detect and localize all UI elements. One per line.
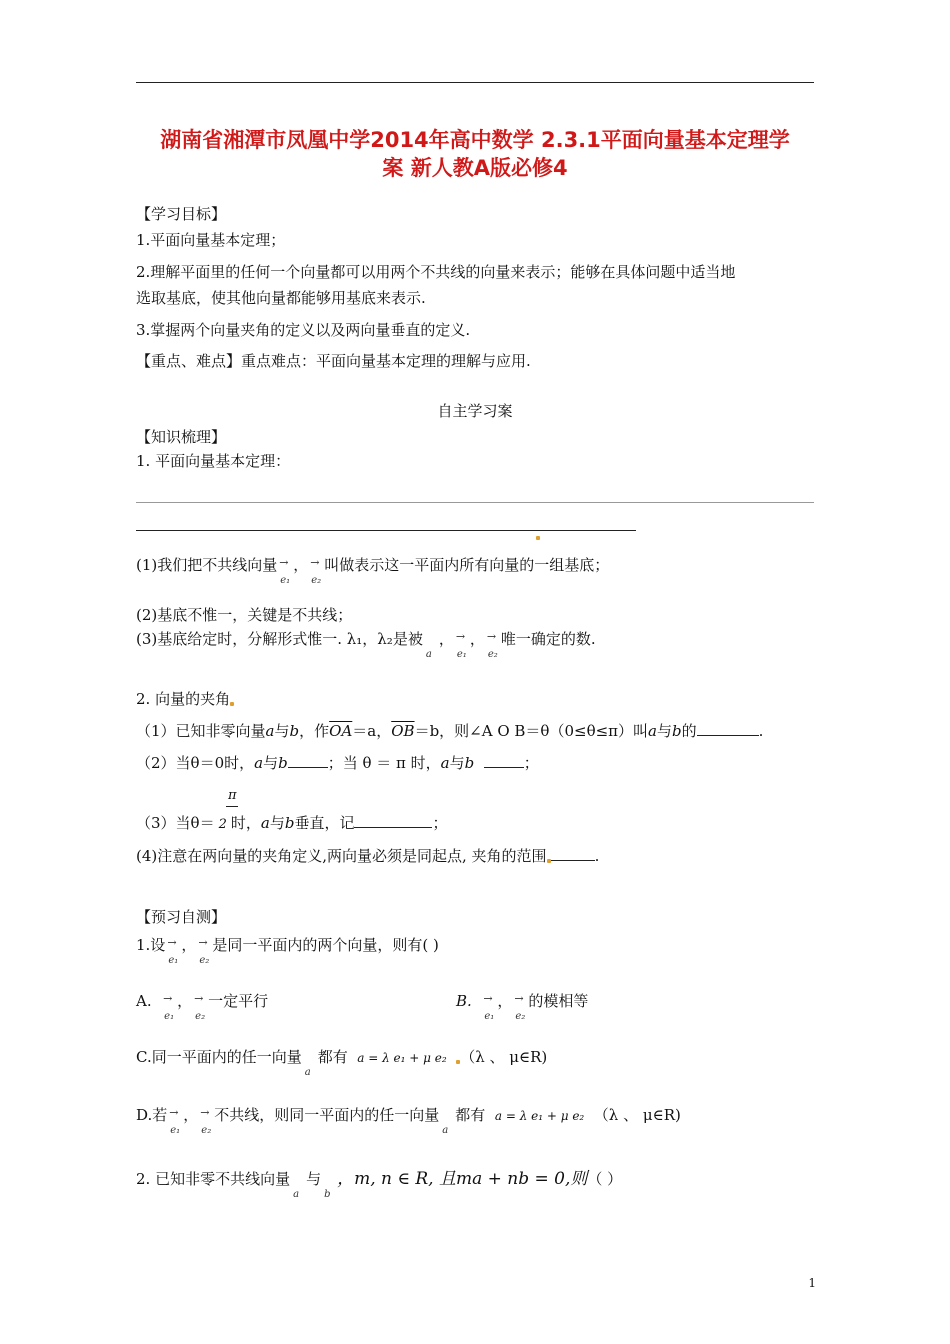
header-rule: [136, 82, 814, 83]
vector-e1-icon: → e₁: [483, 992, 495, 1022]
vector-e2-icon: → e₂: [310, 556, 322, 586]
vector-e1-icon: → e₁: [167, 936, 179, 966]
vector-e2-icon: → e₂: [514, 992, 526, 1022]
option-a[interactable]: A. → e₁ ， → e₂ 一定平行: [136, 992, 269, 1022]
goal-item-3: 3.掌握两个向量夹角的定义以及两向量垂直的定义.: [136, 321, 471, 339]
goals-heading: 【学习目标】: [136, 205, 227, 223]
blank-same-direction[interactable]: [288, 753, 328, 768]
knowledge-heading: 【知识梳理】: [136, 428, 227, 446]
page-number: 1: [808, 1276, 816, 1290]
blank-angle-name[interactable]: [697, 721, 759, 736]
angle-def-1: （1）已知非零向量a与b，作$\overline{OA}=a$，$\overline{OB}=b$，则∠A O B＝θ（0≤θ≤π）叫a与b的 .: [136, 722, 764, 740]
option-b[interactable]: B. → e₁ ， → e₂ 的模相等: [456, 992, 589, 1022]
vector-a-icon: a: [304, 1067, 311, 1078]
vector-e2-icon: → e₂: [198, 936, 210, 966]
theorem-question: [136, 450, 290, 471]
question-1: 1.设 → e₁ ， → e₂ 是同一平面内的两个向量，则有( ): [136, 936, 439, 966]
vector-e2-icon: → e₂: [200, 1106, 212, 1136]
fraction-numerator: π: [228, 788, 237, 803]
vector-a-icon: a: [442, 1125, 449, 1136]
goal-item-1: 1.平面向量基本定理；: [136, 231, 286, 249]
angle-def-2: （2）当θ＝0时，a与b ；当 θ ＝ π 时，a与b ；: [136, 754, 539, 772]
vector-e1-icon: → e₁: [163, 992, 175, 1022]
angle-def-3: （3）当θ＝ 2 时，a与b垂直，记 ；: [136, 814, 448, 832]
preview-heading: 【预习自测】: [136, 908, 227, 926]
basis-line: (1)我们把不共线向量 → e₁ ， → e₂ 叫做表示这一平面内所有向量的一组基底；: [136, 556, 610, 586]
section-title: 自主学习案: [437, 402, 513, 420]
vector-e2-icon: → e₂: [194, 992, 206, 1022]
answer-line-2[interactable]: [136, 530, 636, 531]
angle-question: 2. 向量的夹角: [136, 688, 234, 709]
basis-note-3: (3)基底给定时，分解形式惟一. λ₁，λ₂是被 a ， → e₁ ， → e₂ 唯一确定的数.: [136, 630, 596, 660]
fraction-bar: [226, 806, 238, 807]
key-points: 【重点、难点】重点难点：平面向量基本定理的理解与应用.: [136, 352, 531, 370]
angle-def-4: (4)注意在两向量的夹角定义,两向量必须是同起点, 夹角的范围 .: [136, 847, 600, 865]
blank-opposite-direction[interactable]: [484, 753, 524, 768]
blank-angle-range[interactable]: [551, 846, 595, 861]
question-2: 2. 已知非零不共线向量 a 与 b ，m, n ∈ R, 且ma + nb = 0,则（ ）: [136, 1169, 623, 1200]
vector-a-icon: a: [425, 649, 432, 660]
yellow-mark-icon: [536, 524, 540, 542]
document-title-line1: 湖南省湘潭市凤凰中学2014年高中数学 2.3.1平面向量基本定理学: [160, 128, 790, 152]
goal-item-2a: 2.理解平面里的任何一个向量都可以用两个不共线的向量来表示；能够在具体问题中适当地: [136, 263, 736, 281]
blank-perpendicular[interactable]: [354, 813, 432, 828]
vector-e1-icon: → e₁: [455, 630, 467, 660]
goal-item-2b: 选取基底，使其他向量都能够用基底来表示.: [136, 289, 426, 307]
theorem-label: 1. 平面向量基本定理：: [136, 452, 291, 470]
option-d[interactable]: D.若 → e₁ ， → e₂ 不共线，则同一平面内的任一向量 a 都有 a = λ e₁ + μ e₂ （λ 、 μ∈R): [136, 1106, 681, 1136]
vector-e2-icon: → e₂: [486, 630, 498, 660]
vector-e1-icon: → e₁: [279, 556, 291, 586]
vector-a-icon: a: [293, 1189, 300, 1200]
vector-e1-icon: → e₁: [169, 1106, 181, 1136]
answer-line-1[interactable]: [136, 502, 814, 503]
basis-note-2: (2)基底不惟一，关键是不共线；: [136, 606, 353, 624]
vector-b-icon: b: [324, 1189, 331, 1200]
yellow-mark-icon: [230, 702, 234, 706]
option-c[interactable]: C.同一平面内的任一向量 a 都有 a = λ e₁ + μ e₂ （λ 、 μ∈R): [136, 1048, 548, 1078]
document-title-line2: 案 新人教A版必修4: [382, 156, 568, 180]
